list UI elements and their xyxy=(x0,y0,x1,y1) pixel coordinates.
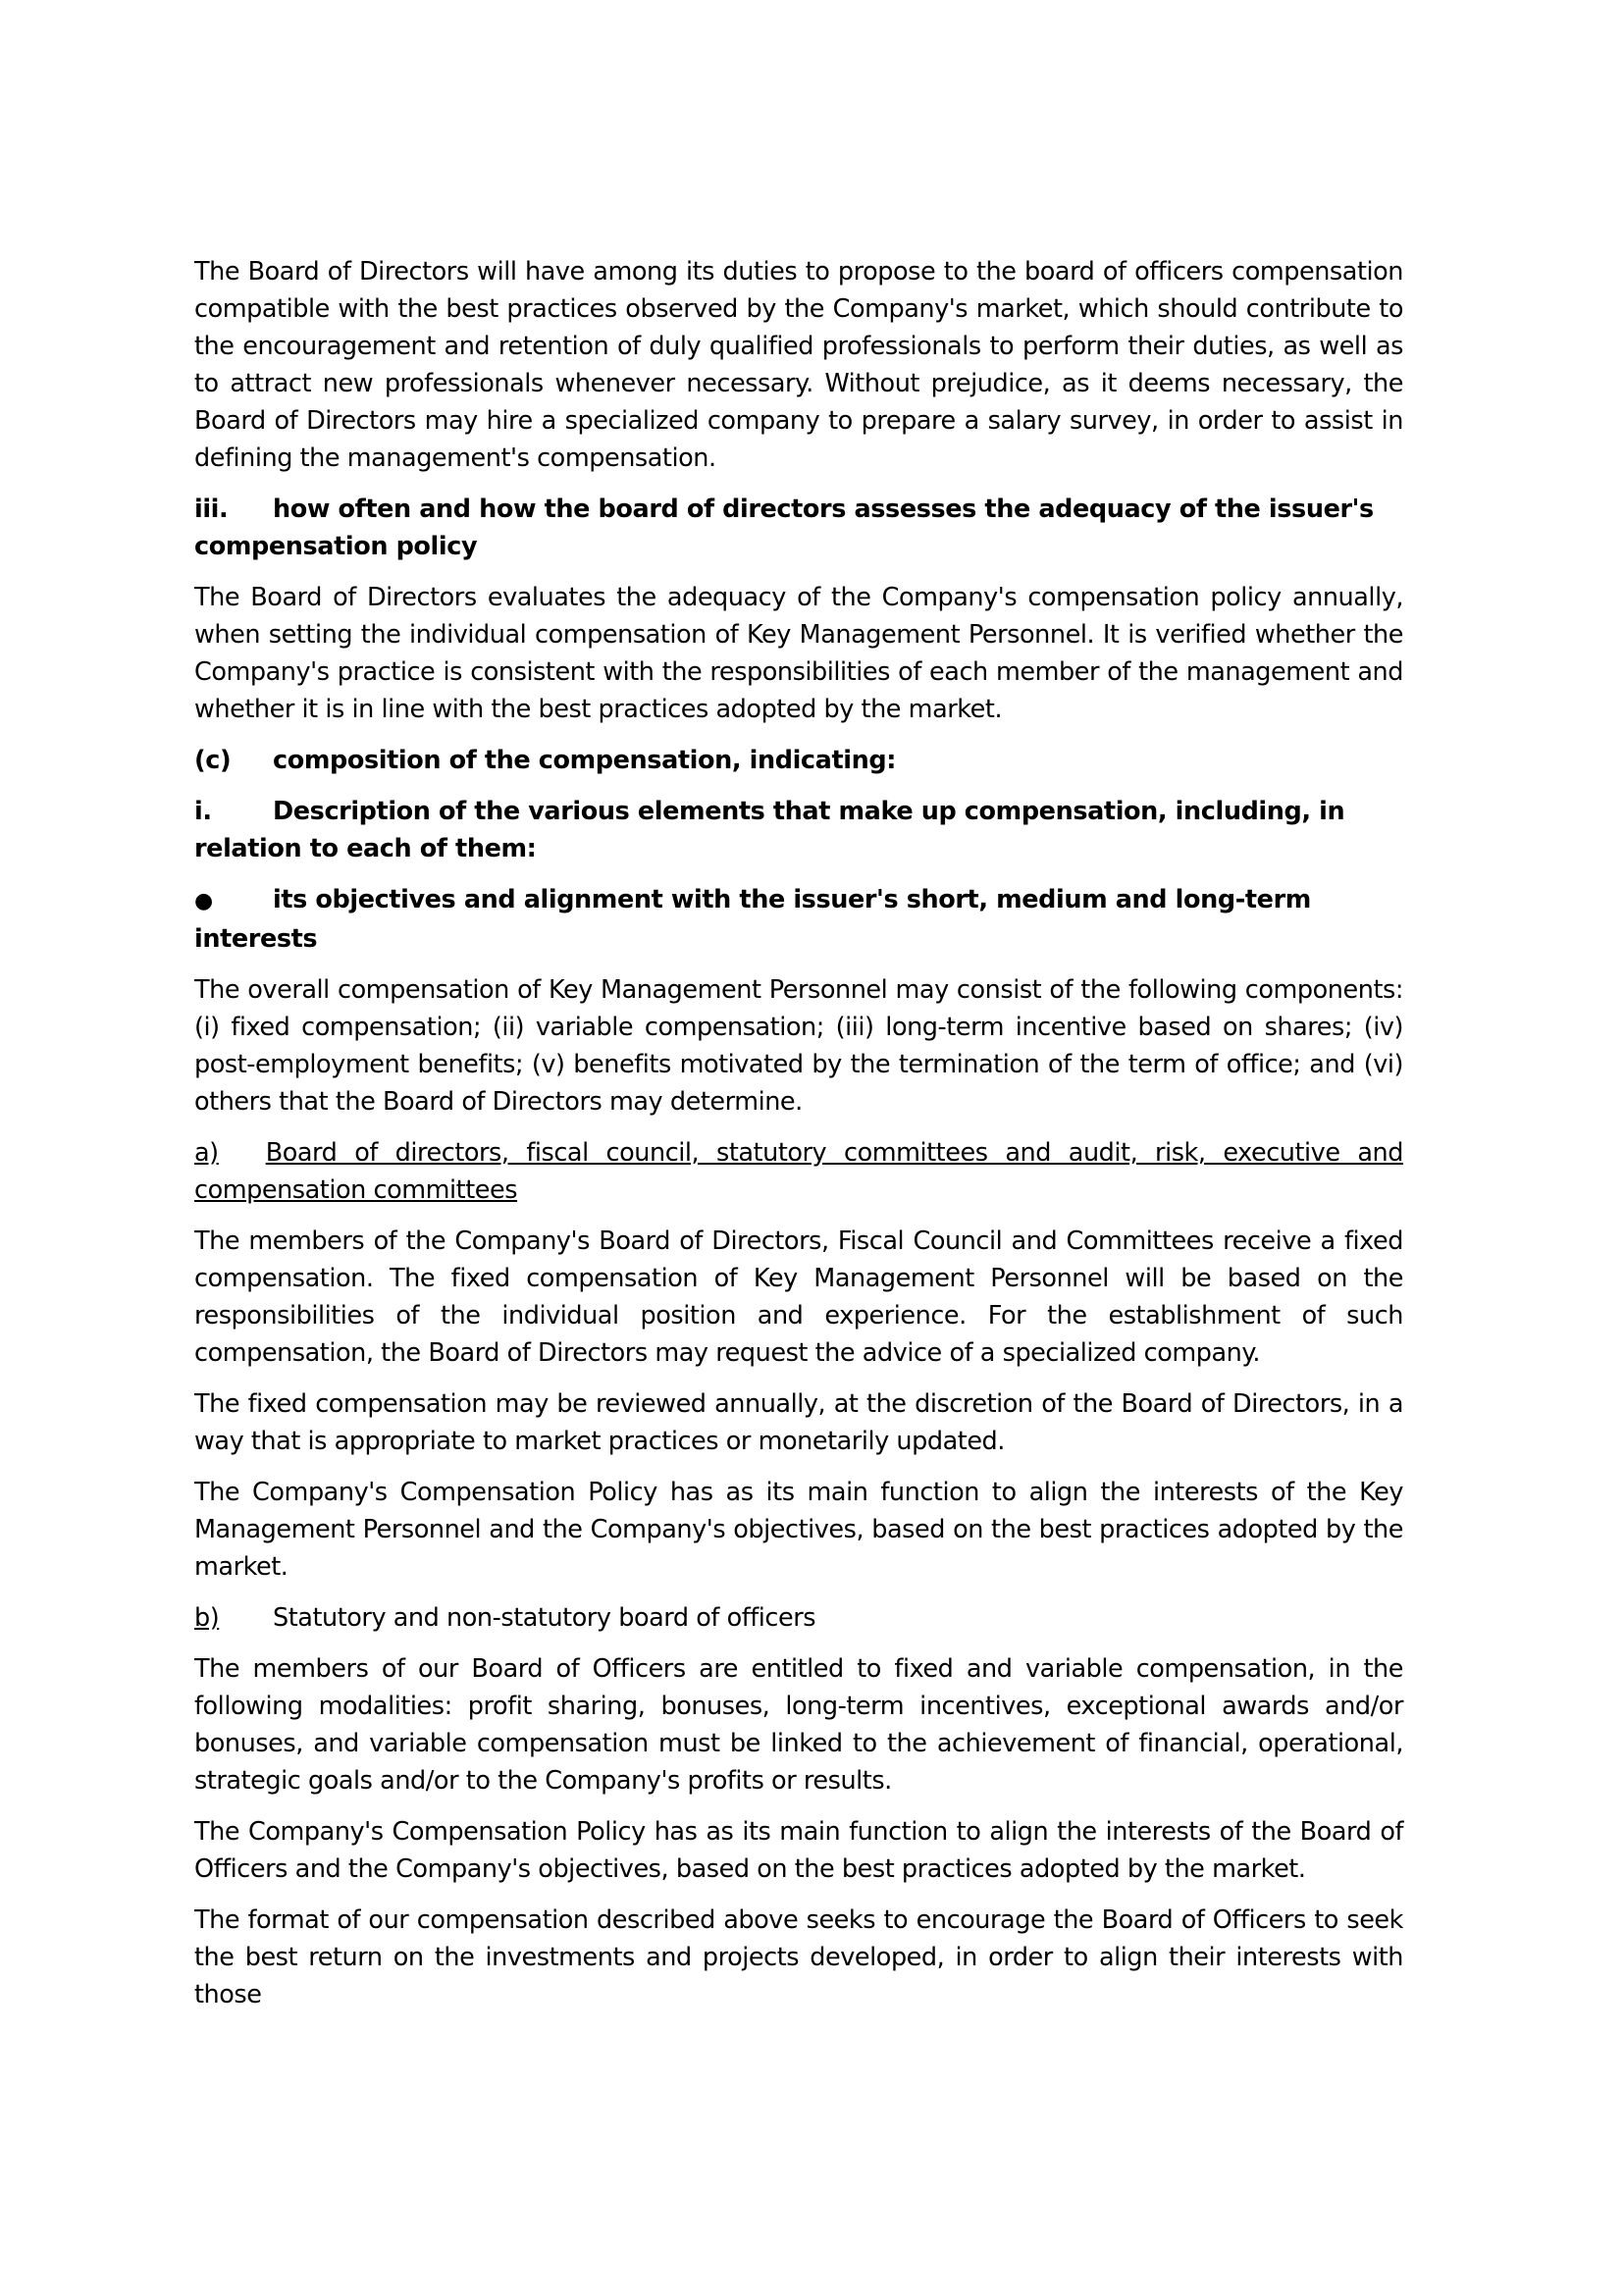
heading-i-number: i. xyxy=(194,797,212,826)
heading-c-text: composition of the compensation, indicating: xyxy=(273,746,896,775)
paragraph-policy-function-officers: The Company's Compensation Policy has as its main function to align the interests of the Board of Officers and the Company's objectives, based on the best practices adopted by the market. xyxy=(194,1817,1403,1884)
paragraph-board-of-officers-entitlement: The members of our Board of Officers are entitled to fixed and variable compensation, in the following modalities: profit sharing, bonuses, long-term incentives, exceptional awards and/or bonuses, and variable compensation must be linked to the achievement of financial, operational, strategic goals and/or to the Company's profits or results. xyxy=(194,1654,1403,1796)
subheading-b-letter: b) xyxy=(194,1603,220,1633)
subheading-b xyxy=(194,1599,1403,1637)
subheading-a xyxy=(194,1134,1403,1209)
paragraph-overall-compensation: The overall compensation of Key Management Personnel may consist of the following components: (i) fixed compensation; (ii) variable compensation; (iii) long-term incentive based on shares; (iv) post-employment benefits; (v) benefits motivated by the termination of the term of office; and (vi) others that the Board of Directors may determine. xyxy=(194,975,1403,1117)
subheading-b-text: Statutory and non-statutory board of officers xyxy=(273,1603,816,1633)
heading-iii-text: how often and how the board of directors assesses the adequacy of the issuer's compensation policy xyxy=(194,495,1374,561)
paragraph-policy-adequacy: The Board of Directors evaluates the adequacy of the Company's compensation policy annually, when setting the individual compensation of Key Management Personnel. It is verified whether the Company's practice is consistent with the responsibilities of each member of the management and whether it is in line with the best practices adopted by the market. xyxy=(194,583,1403,724)
paragraph-board-compensation-proposal: The Board of Directors will have among its duties to propose to the board of officers compensation compatible with the best practices observed by the Company's market, which should contribute to the encouragement and retention of duly qualified professionals to perform their duties, as well as to attract new professionals whenever necessary. Without prejudice, as it deems necessary, the Board of Directors may hire a specialized company to prepare a salary survey, in order to assist in defining the management's compensation. xyxy=(194,257,1403,473)
paragraph-fixed-compensation-review: The fixed compensation may be reviewed annually, at the discretion of the Board of Directors, in a way that is appropriate to market practices or monetarily updated. xyxy=(194,1389,1403,1456)
paragraph-policy-function-key-management: The Company's Compensation Policy has as its main function to align the interests of the Key Management Personnel and the Company's objectives, based on the best practices adopted by the market. xyxy=(194,1478,1403,1582)
document-page xyxy=(194,253,1403,2027)
heading-iii xyxy=(194,491,1403,565)
heading-i-text: Description of the various elements that make up compensation, including, in relation to each of them: xyxy=(194,797,1345,863)
heading-i xyxy=(194,793,1403,867)
paragraph-compensation-format: The format of our compensation described above seeks to encourage the Board of Officers to seek the best return on the investments and projects developed, in order to align their interests with those xyxy=(194,1905,1403,2009)
subheading-a-letter: a) xyxy=(194,1138,219,1168)
bullet-objectives-text: its objectives and alignment with the issuer's short, medium and long-term interests xyxy=(194,885,1311,954)
bullet-objectives xyxy=(194,881,1403,958)
paragraph-fixed-compensation-members: The members of the Company's Board of Directors, Fiscal Council and Committees receive a fixed compensation. The fixed compensation of Key Management Personnel will be based on the responsibilities of the individual position and experience. For the establishment of such compensation, the Board of Directors may request the advice of a specialized company. xyxy=(194,1226,1403,1368)
heading-c-number: (c) xyxy=(194,746,232,775)
bullet-icon: ● xyxy=(194,889,213,913)
heading-iii-number: iii. xyxy=(194,495,229,524)
heading-c xyxy=(194,742,1403,779)
subheading-a-text: Board of directors, fiscal council, statutory committees and audit, risk, executive and compensation committees xyxy=(194,1138,1403,1205)
